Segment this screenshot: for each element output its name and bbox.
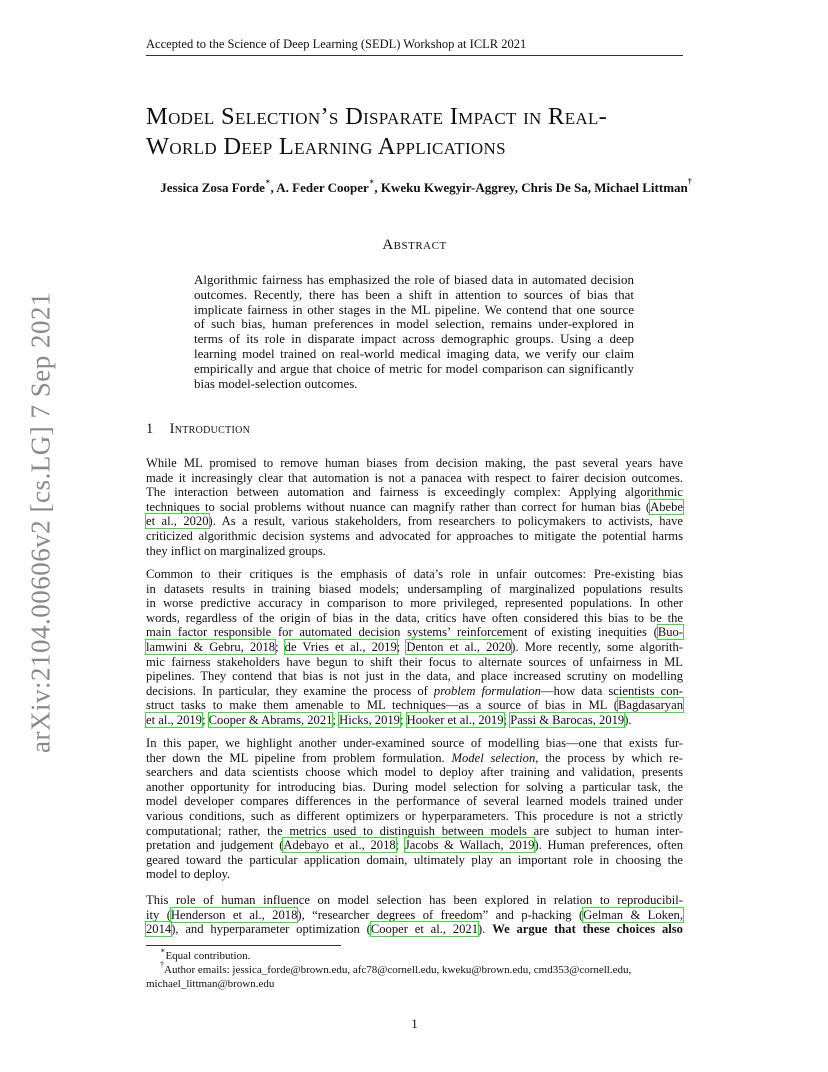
paper-title	[146, 102, 706, 162]
text-line	[146, 698, 683, 713]
citation-link[interactable]: et al., 2020	[146, 514, 209, 529]
footnote-1	[146, 946, 683, 963]
section-title: Introduction	[169, 421, 251, 437]
text-run: , the process by which re-	[535, 750, 683, 765]
text-run: pretation and judgement (	[146, 838, 284, 853]
text-line	[146, 751, 683, 766]
footnote-text: Author emails: jessica_forde@brown.edu, afc78@cornell.edu, kweku@brown.edu, cmd353@cornell.edu,	[164, 964, 632, 976]
arxiv-identifier-text: arXiv:2104.00606v2 [cs.LG] 7 Sep 2021	[25, 292, 56, 753]
text-line: This role of human influence on model selection has been explored in relation to reproducibil-	[146, 893, 683, 907]
text-line: searchers and data scientists choose which model to deploy after training and validation, presents	[146, 765, 683, 780]
abstract-line: bias model-selection outcomes.	[194, 375, 358, 391]
text-line	[146, 713, 683, 728]
text-run: main factor responsible for automated decision systems’ reinforcement of existing inequities (	[146, 625, 658, 640]
text-run: ;	[275, 639, 285, 654]
bold-claim: We argue that these choices also	[492, 922, 683, 937]
footnote-text: Equal contribution.	[165, 950, 251, 962]
abstract-line: empirically and argue that choice of metric for model comparison can significantly	[194, 360, 634, 376]
text-line: The interaction between automation and fairness is exceedingly complex: Applying algorithmic	[146, 485, 683, 500]
text-line: criticized algorithmic decision systems and advocated for approaches to mitigate the potential harms	[146, 528, 683, 543]
text-line: they inflict on marginalized groups.	[146, 543, 326, 558]
text-run: struct tasks to make them amenable to ML techniques—as a source of bias in ML (	[146, 698, 618, 713]
citation-link[interactable]: Bagdasaryan	[617, 698, 683, 713]
running-header: Accepted to the Science of Deep Learning (SEDL) Workshop at ICLR 2021	[146, 37, 683, 56]
citation-link[interactable]: Cooper & Abrams, 2021	[208, 712, 333, 727]
paragraph-2	[146, 567, 683, 728]
text-line	[146, 684, 683, 699]
abstract-line: terms of its role in disparate impact across demographic groups. Using a deep	[194, 331, 634, 347]
emphasis: problem formulation	[433, 683, 541, 698]
citation-link[interactable]: Cooper et al., 2021	[370, 922, 479, 937]
author-names: , Kweku Kwegyir-Aggrey, Chris De Sa, Michael Littman	[374, 180, 688, 195]
text-line: computational; rather, the metrics used to distinguish between models are subject to human inter-	[146, 823, 683, 838]
text-run: ). More recently, some algorith-	[511, 639, 683, 654]
text-run: ther down the ML pipeline from problem formulation.	[146, 750, 452, 765]
footnote-marker: †	[160, 960, 164, 969]
text-run: ;	[332, 712, 340, 727]
text-run: ).	[624, 712, 632, 727]
section-heading	[146, 421, 250, 438]
text-run: ;	[503, 712, 511, 727]
abstract-heading: Abstract	[382, 237, 447, 253]
text-line: Common to their critiques is the emphasis of data’s role in unfair outcomes: Pre-existing bias	[146, 567, 683, 581]
paragraph-4	[146, 893, 683, 937]
citation-link[interactable]: Buo-	[657, 625, 683, 640]
citation-link[interactable]: Hicks, 2019	[339, 712, 400, 727]
title-line-2: World Deep Learning Applications	[146, 133, 506, 160]
footnote-divider	[146, 945, 341, 946]
text-line: made it increasingly clear that automation is not a panacea with respect to fairer decision outcomes.	[146, 470, 683, 485]
footnote-marker[interactable]: ∗	[264, 177, 271, 186]
text-run: ity (	[146, 907, 171, 922]
citation-link[interactable]: 2014	[146, 922, 172, 937]
abstract-line: of such bias, human preferences in model selection, remains under-explored in	[194, 316, 634, 332]
footnote-marker: ∗	[160, 946, 166, 955]
citation-link[interactable]: et al., 2019	[146, 712, 202, 727]
text-line: in datasets results in training biased models; undersampling of marginalized populations results	[146, 581, 683, 596]
text-run: ).	[478, 922, 493, 937]
text-line	[146, 838, 683, 853]
citation-link[interactable]: Denton et al., 2020	[406, 639, 512, 654]
section-number: 1	[146, 421, 154, 437]
abstract-line: Algorithmic fairness has emphasized the role of biased data in automated decision	[194, 272, 634, 287]
text-run: ;	[399, 712, 407, 727]
text-line	[146, 922, 683, 937]
footnote-2-continuation: michael_littman@brown.edu	[146, 978, 275, 990]
paragraph-1	[146, 456, 683, 558]
citation-link[interactable]: Gelman & Loken,	[583, 907, 683, 922]
text-run: ;	[201, 712, 209, 727]
author-name: Jessica Zosa Forde	[160, 180, 265, 195]
text-line	[146, 514, 683, 529]
text-line: model to deploy.	[146, 867, 231, 882]
text-run: ), “researcher degrees of freedom” and p-hacking (	[297, 907, 584, 922]
text-run: techniques to social problems without nuance can magnify rather than correct for human bias (	[146, 499, 651, 514]
text-line: mic fairness stakeholders have begun to shift their focus to alternate sources of unfairness in ML	[146, 654, 683, 669]
author-list	[146, 177, 706, 196]
text-line: in worse predictive accuracy in comparison to more privileged, represented populations. In other	[146, 596, 683, 611]
text-line	[146, 908, 683, 923]
text-line: another opportunity for introducing bias. During model selection for solving a particular task, the	[146, 779, 683, 794]
citation-link[interactable]: Henderson et al., 2018	[170, 907, 298, 922]
text-line: pipelines. They contend that bias is not just in the data, and place increased scrutiny on modelling	[146, 669, 683, 684]
text-line: words, regardless of the origin of bias in the data, critics have often considered this bias to be the	[146, 610, 683, 625]
citation-link[interactable]: de Vries et al., 2019	[284, 639, 397, 654]
text-line: various conditions, such as different optimizers or hyperparameters. This procedure is not a strictly	[146, 808, 683, 823]
citation-link[interactable]: Abebe	[650, 499, 683, 514]
citation-link[interactable]: lamwini & Gebru, 2018	[146, 639, 276, 654]
text-run: ), and hyperparameter optimization (	[171, 922, 371, 937]
citation-link[interactable]: Passi & Barocas, 2019	[510, 712, 625, 727]
text-run: ). As a result, various stakeholders, from researchers to policymakers to activists, have	[208, 514, 683, 529]
citation-link[interactable]: Jacobs & Wallach, 2019	[404, 838, 535, 853]
text-run: ;	[396, 639, 407, 654]
page-number: 1	[411, 1016, 418, 1031]
citation-link[interactable]: Hooker et al., 2019	[406, 712, 504, 727]
text-run: decisions. In particular, they examine the process of	[146, 683, 434, 698]
emphasis: Model selection	[451, 750, 536, 765]
title-line-1: Model Selection’s Disparate Impact in Real-	[146, 103, 608, 130]
text-line	[146, 625, 683, 640]
abstract-line: learning model trained on real-world medical imaging data, we verify our claim	[194, 345, 634, 361]
paragraph-3	[146, 736, 683, 882]
abstract-line: implicate fairness in other stages in the ML pipeline. We contend that one source	[194, 301, 634, 317]
text-line	[146, 500, 683, 515]
abstract-body	[194, 273, 634, 391]
abstract-line: outcomes. Recently, there has been a shift in attention to sources of bias that	[194, 286, 634, 302]
citation-link[interactable]: Adebayo et al., 2018	[283, 838, 396, 853]
text-line: geared toward the particular application domain, ultimately play an important role in choosing the	[146, 852, 683, 867]
text-line	[146, 640, 683, 655]
text-run: —how data scientists con-	[540, 683, 683, 698]
text-run: ). Human preferences, often	[534, 838, 683, 853]
text-run: ;	[395, 838, 405, 853]
footnote-marker[interactable]: †	[687, 177, 692, 186]
footnote-2	[146, 960, 683, 977]
text-line: model developer compares differences in the performance of several learned models trained under	[146, 794, 683, 809]
author-name: , A. Feder Cooper	[270, 180, 369, 195]
text-line: In this paper, we highlight another under-examined source of modelling bias—one that exists fur-	[146, 736, 683, 750]
text-line: While ML promised to remove human biases from decision making, the past several years have	[146, 456, 683, 470]
footnotes	[146, 946, 683, 991]
footnote-marker[interactable]: ∗	[368, 177, 375, 186]
